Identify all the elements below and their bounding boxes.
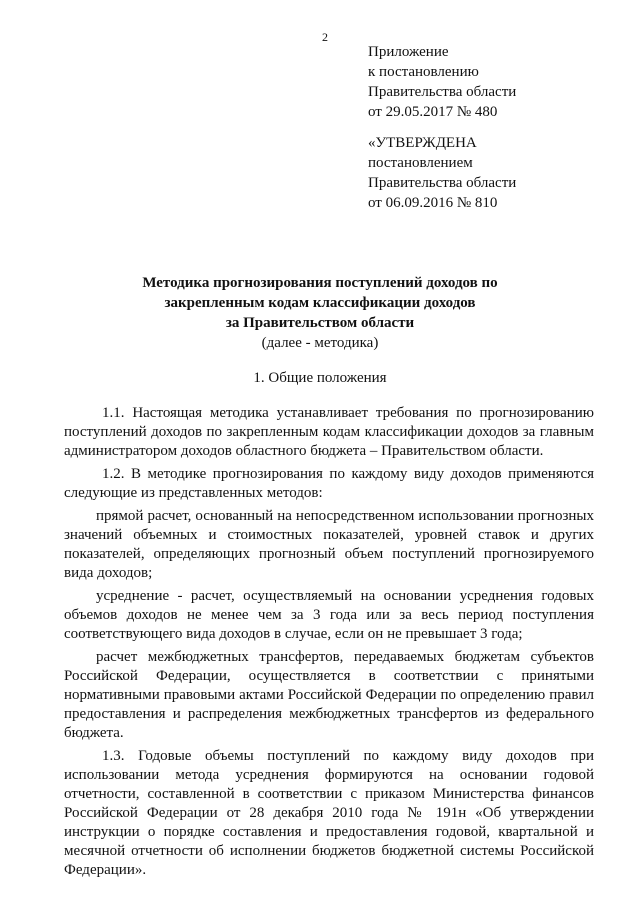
title-line: за Правительством области: [225, 315, 415, 331]
method-averaging: усреднение - расчет, осуществляемый на основании усреднения годовых объемов доходов не менее чем за 3 года или за весь период поступления соответствующего вида доходов в случае, если он не превышает 3 года;: [64, 588, 594, 642]
paragraph-1-1: 1.1. Настоящая методика устанавливает требования по прогнозированию поступлений доходов по закрепленным кодам классификации доходов за главным администратором доходов областного бюджета – Правительством области.: [64, 405, 594, 459]
document-title: [0, 273, 640, 353]
page-number: 2: [322, 30, 328, 44]
method-direct-calculation: прямой расчет, основанный на непосредственном использовании прогнозных значений объемных и стоимостных показателей, уровней ставок и других показателей, определяющих прогнозный объем поступлений прогнозируемого вида доходов;: [64, 508, 594, 581]
method-transfers: расчет межбюджетных трансфертов, передаваемых бюджетам субъектов Российской Федерации, осуществляется в соответствии с принятыми нормативными правовыми актами Российской Федерации по определению правил предоставления и распределения межбюджетных трансфертов из федерального бюджета.: [64, 649, 594, 741]
approval-line: «УТВЕРЖДЕНА: [368, 135, 477, 151]
title-subtitle: (далее - методика): [261, 335, 379, 351]
approval-line: постановлением: [368, 155, 473, 171]
paragraph-1-3: 1.3. Годовые объемы поступлений по каждому виду доходов при использовании метода усреднения формируются на основании годовой отчетности, составленной в соответствии с приказом Министерства финансов Российской Федерации от 28 декабря 2010 года № 191н «Об утверждении инструкции о порядке составления и предоставления годовой, квартальной и месячной отчетности об исполнении бюджетов бюджетной системы Российской Федерации».: [64, 748, 594, 878]
approval-line: Правительства области: [368, 175, 517, 191]
title-line: закрепленным кодам классификации доходов: [164, 295, 476, 311]
document-body: [64, 404, 594, 884]
approval-stamp: [368, 133, 516, 213]
appendix-line: от 29.05.2017 № 480: [368, 104, 498, 120]
approval-line: от 06.09.2016 № 810: [368, 195, 498, 211]
paragraph-1-2: 1.2. В методике прогнозирования по каждому виду доходов применяются следующие из представленных методов:: [64, 466, 594, 501]
appendix-line: к постановлению: [368, 64, 479, 80]
appendix-line: Приложение: [368, 44, 449, 60]
appendix-reference: [368, 42, 516, 122]
section-heading: 1. Общие положения: [253, 370, 387, 386]
title-line: Методика прогнозирования поступлений доходов по: [142, 275, 498, 291]
appendix-line: Правительства области: [368, 84, 517, 100]
